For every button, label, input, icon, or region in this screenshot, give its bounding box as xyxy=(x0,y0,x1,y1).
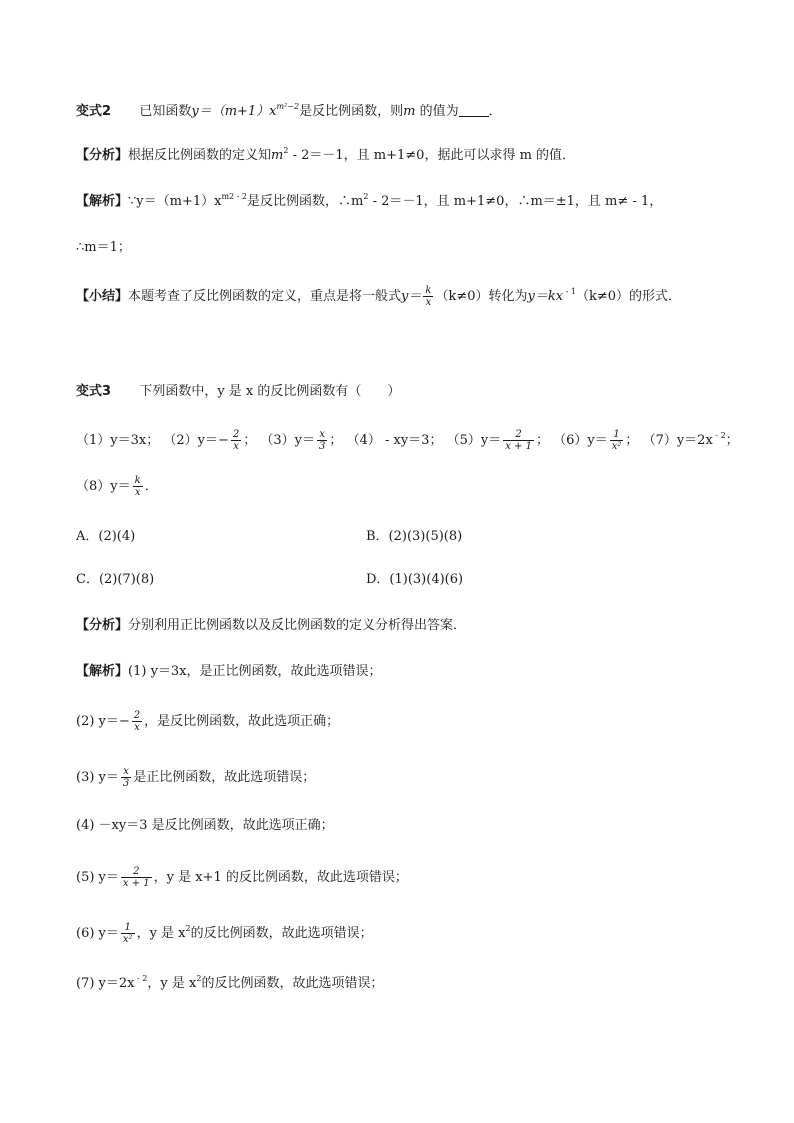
numerator: 2 xyxy=(515,429,522,440)
denominator: x xyxy=(231,440,241,452)
function-item xyxy=(643,433,739,448)
denominator: x + 1 xyxy=(122,878,150,889)
fraction xyxy=(132,710,142,733)
numerator: 1 xyxy=(124,922,131,933)
numerator: x xyxy=(123,766,129,777)
denominator: x xyxy=(423,296,433,308)
exponent: 2 xyxy=(196,974,202,983)
numerator: 2 xyxy=(133,710,141,721)
function-text: （8）y＝ xyxy=(76,479,131,494)
variable: m xyxy=(271,148,284,163)
denominator: x xyxy=(133,486,143,498)
summary-math: y＝kx xyxy=(527,289,564,304)
solution-text: (5) y＝ xyxy=(76,870,119,885)
numerator: k xyxy=(425,285,432,296)
solution-step-6 xyxy=(76,922,373,945)
fraction xyxy=(121,866,152,889)
analysis-v2 xyxy=(76,146,575,166)
function-item: （1）y＝3x； xyxy=(76,433,160,448)
analysis-text: - 2＝－1，且 m+1≠0，据此可以求得 m 的值． xyxy=(288,148,576,163)
solution-text: ∵y＝（m+1）x xyxy=(128,194,222,209)
exponent: 2 xyxy=(363,192,369,201)
option-b: B．(2)(3)(5)(8) xyxy=(366,529,463,544)
exponent: m2 - 2 xyxy=(221,192,248,201)
variable: m xyxy=(403,104,416,119)
function-text: （5）y＝ xyxy=(446,433,502,448)
analysis-text: 分别利用正比例函数以及反比例函数的定义分析得出答案． xyxy=(128,618,467,633)
solution-v2 xyxy=(76,192,662,212)
solution-text: ，y 是 x+1 的反比例函数，故此选项错误； xyxy=(153,870,408,885)
function-text: （3）y＝ xyxy=(260,433,316,448)
fraction xyxy=(231,429,241,452)
denominator: 3 xyxy=(319,441,326,452)
question-label: 变式3 xyxy=(76,384,112,399)
question-v3 xyxy=(76,382,400,402)
function-text: ； xyxy=(535,433,549,448)
summary-text: （k≠0）转化为 xyxy=(435,289,528,304)
function-text: （6）y＝ xyxy=(553,433,608,448)
fraction xyxy=(423,285,433,308)
function-text: ； xyxy=(329,433,343,448)
numerator: k xyxy=(134,475,141,486)
solution-v2-line2: ∴m＝1； xyxy=(76,240,131,255)
solution-text: ，是反比例函数，故此选项正确； xyxy=(144,714,340,729)
analysis-label: 【分析】 xyxy=(76,618,129,633)
exponent: 2 xyxy=(283,146,289,155)
equation: y＝（m+1）x xyxy=(191,104,277,119)
solution-text: - 2＝－1，且 m+1≠0，∴m＝±1，且 m≠ - 1， xyxy=(368,194,663,209)
denominator: x² xyxy=(122,934,133,945)
denominator: x² xyxy=(611,441,622,452)
question-label: 变式2 xyxy=(76,104,112,119)
exponent: - 2 xyxy=(134,974,148,983)
answer-blank xyxy=(459,102,489,117)
solution-step-3 xyxy=(76,766,315,789)
exponent: - 1 xyxy=(563,287,576,296)
fraction xyxy=(121,766,131,789)
solution-text: 是反比例函数，∴m xyxy=(247,194,364,209)
numerator: 1 xyxy=(613,429,620,440)
solution-text: (7) y＝2x xyxy=(76,976,135,991)
solution-text: ，y 是 x xyxy=(136,926,186,941)
solution-text: ，y 是 x xyxy=(147,976,197,991)
solution-text: (3) y＝ xyxy=(76,770,119,785)
function-item xyxy=(446,429,549,452)
function-item xyxy=(553,429,639,452)
function-item xyxy=(260,429,343,452)
solution-text: (6) y＝ xyxy=(76,926,119,941)
solution-text: 的反比例函数，故此选项错误； xyxy=(201,976,384,991)
summary-label: 【小结】 xyxy=(76,289,129,304)
solution-text: (2) y＝− xyxy=(76,714,130,729)
function-list xyxy=(76,429,739,452)
question-v2 xyxy=(76,102,502,122)
function-text: ； xyxy=(243,433,257,448)
denominator: x xyxy=(132,721,142,733)
summary-text: （k≠0）的形式． xyxy=(575,289,681,304)
function-text: ； xyxy=(725,433,739,448)
analysis-label: 【分析】 xyxy=(76,148,129,163)
summary-text: 本题考查了反比例函数的定义，重点是将一般式 xyxy=(128,289,402,304)
exponent: - 2 xyxy=(712,431,726,440)
solution-label: 【解析】 xyxy=(76,664,129,679)
summary-v2 xyxy=(76,285,681,308)
numerator: 2 xyxy=(232,429,240,440)
fraction xyxy=(317,429,327,452)
solution-label: 【解析】 xyxy=(76,194,129,209)
function-text: （2）y＝− xyxy=(163,433,229,448)
fraction xyxy=(610,429,624,452)
fraction xyxy=(121,922,135,945)
denominator: x + 1 xyxy=(505,441,532,452)
solution-step-7 xyxy=(76,974,383,994)
summary-math: y＝ xyxy=(401,289,422,304)
question-text: 下列函数中，y 是 x 的反比例函数有（ ） xyxy=(139,384,401,399)
solution-step: (1) y＝3x，是正比例函数，故此选项错误； xyxy=(128,664,382,679)
question-text: 的值为 xyxy=(419,104,459,119)
solution-v3 xyxy=(76,662,382,682)
function-text: ； xyxy=(625,433,639,448)
function-item: （4） - xy＝3； xyxy=(346,433,443,448)
function-item xyxy=(163,429,257,452)
analysis-v3 xyxy=(76,616,466,636)
analysis-text: 根据反比例函数的定义知 xyxy=(128,148,272,163)
option-c: C．(2)(7)(8) xyxy=(76,572,155,587)
question-text: ． xyxy=(488,104,502,119)
solution-step-2 xyxy=(76,710,339,733)
solution-text: 的反比例函数，故此选项错误； xyxy=(190,926,373,941)
option-a: A．(2)(4) xyxy=(76,529,136,544)
solution-text: 是正比例函数，故此选项错误； xyxy=(133,770,316,785)
exponent: m²−2 xyxy=(276,102,300,111)
solution-step-4: (4) －xy＝3 是反比例函数，故此选项正确； xyxy=(76,818,334,833)
question-text: 是反比例函数，则 xyxy=(299,104,404,119)
numerator: x xyxy=(319,429,326,440)
option-d: D．(1)(3)(4)(6) xyxy=(366,572,464,587)
numerator: 2 xyxy=(133,866,140,877)
function-list-line2 xyxy=(76,475,158,498)
solution-step-5 xyxy=(76,866,408,889)
question-text: 已知函数 xyxy=(139,104,192,119)
denominator: 3 xyxy=(122,778,130,789)
fraction xyxy=(503,429,534,452)
function-text: （7）y＝2x xyxy=(642,433,713,448)
function-text: ． xyxy=(144,479,158,494)
fraction xyxy=(133,475,143,498)
exponent: 2 xyxy=(185,924,191,933)
